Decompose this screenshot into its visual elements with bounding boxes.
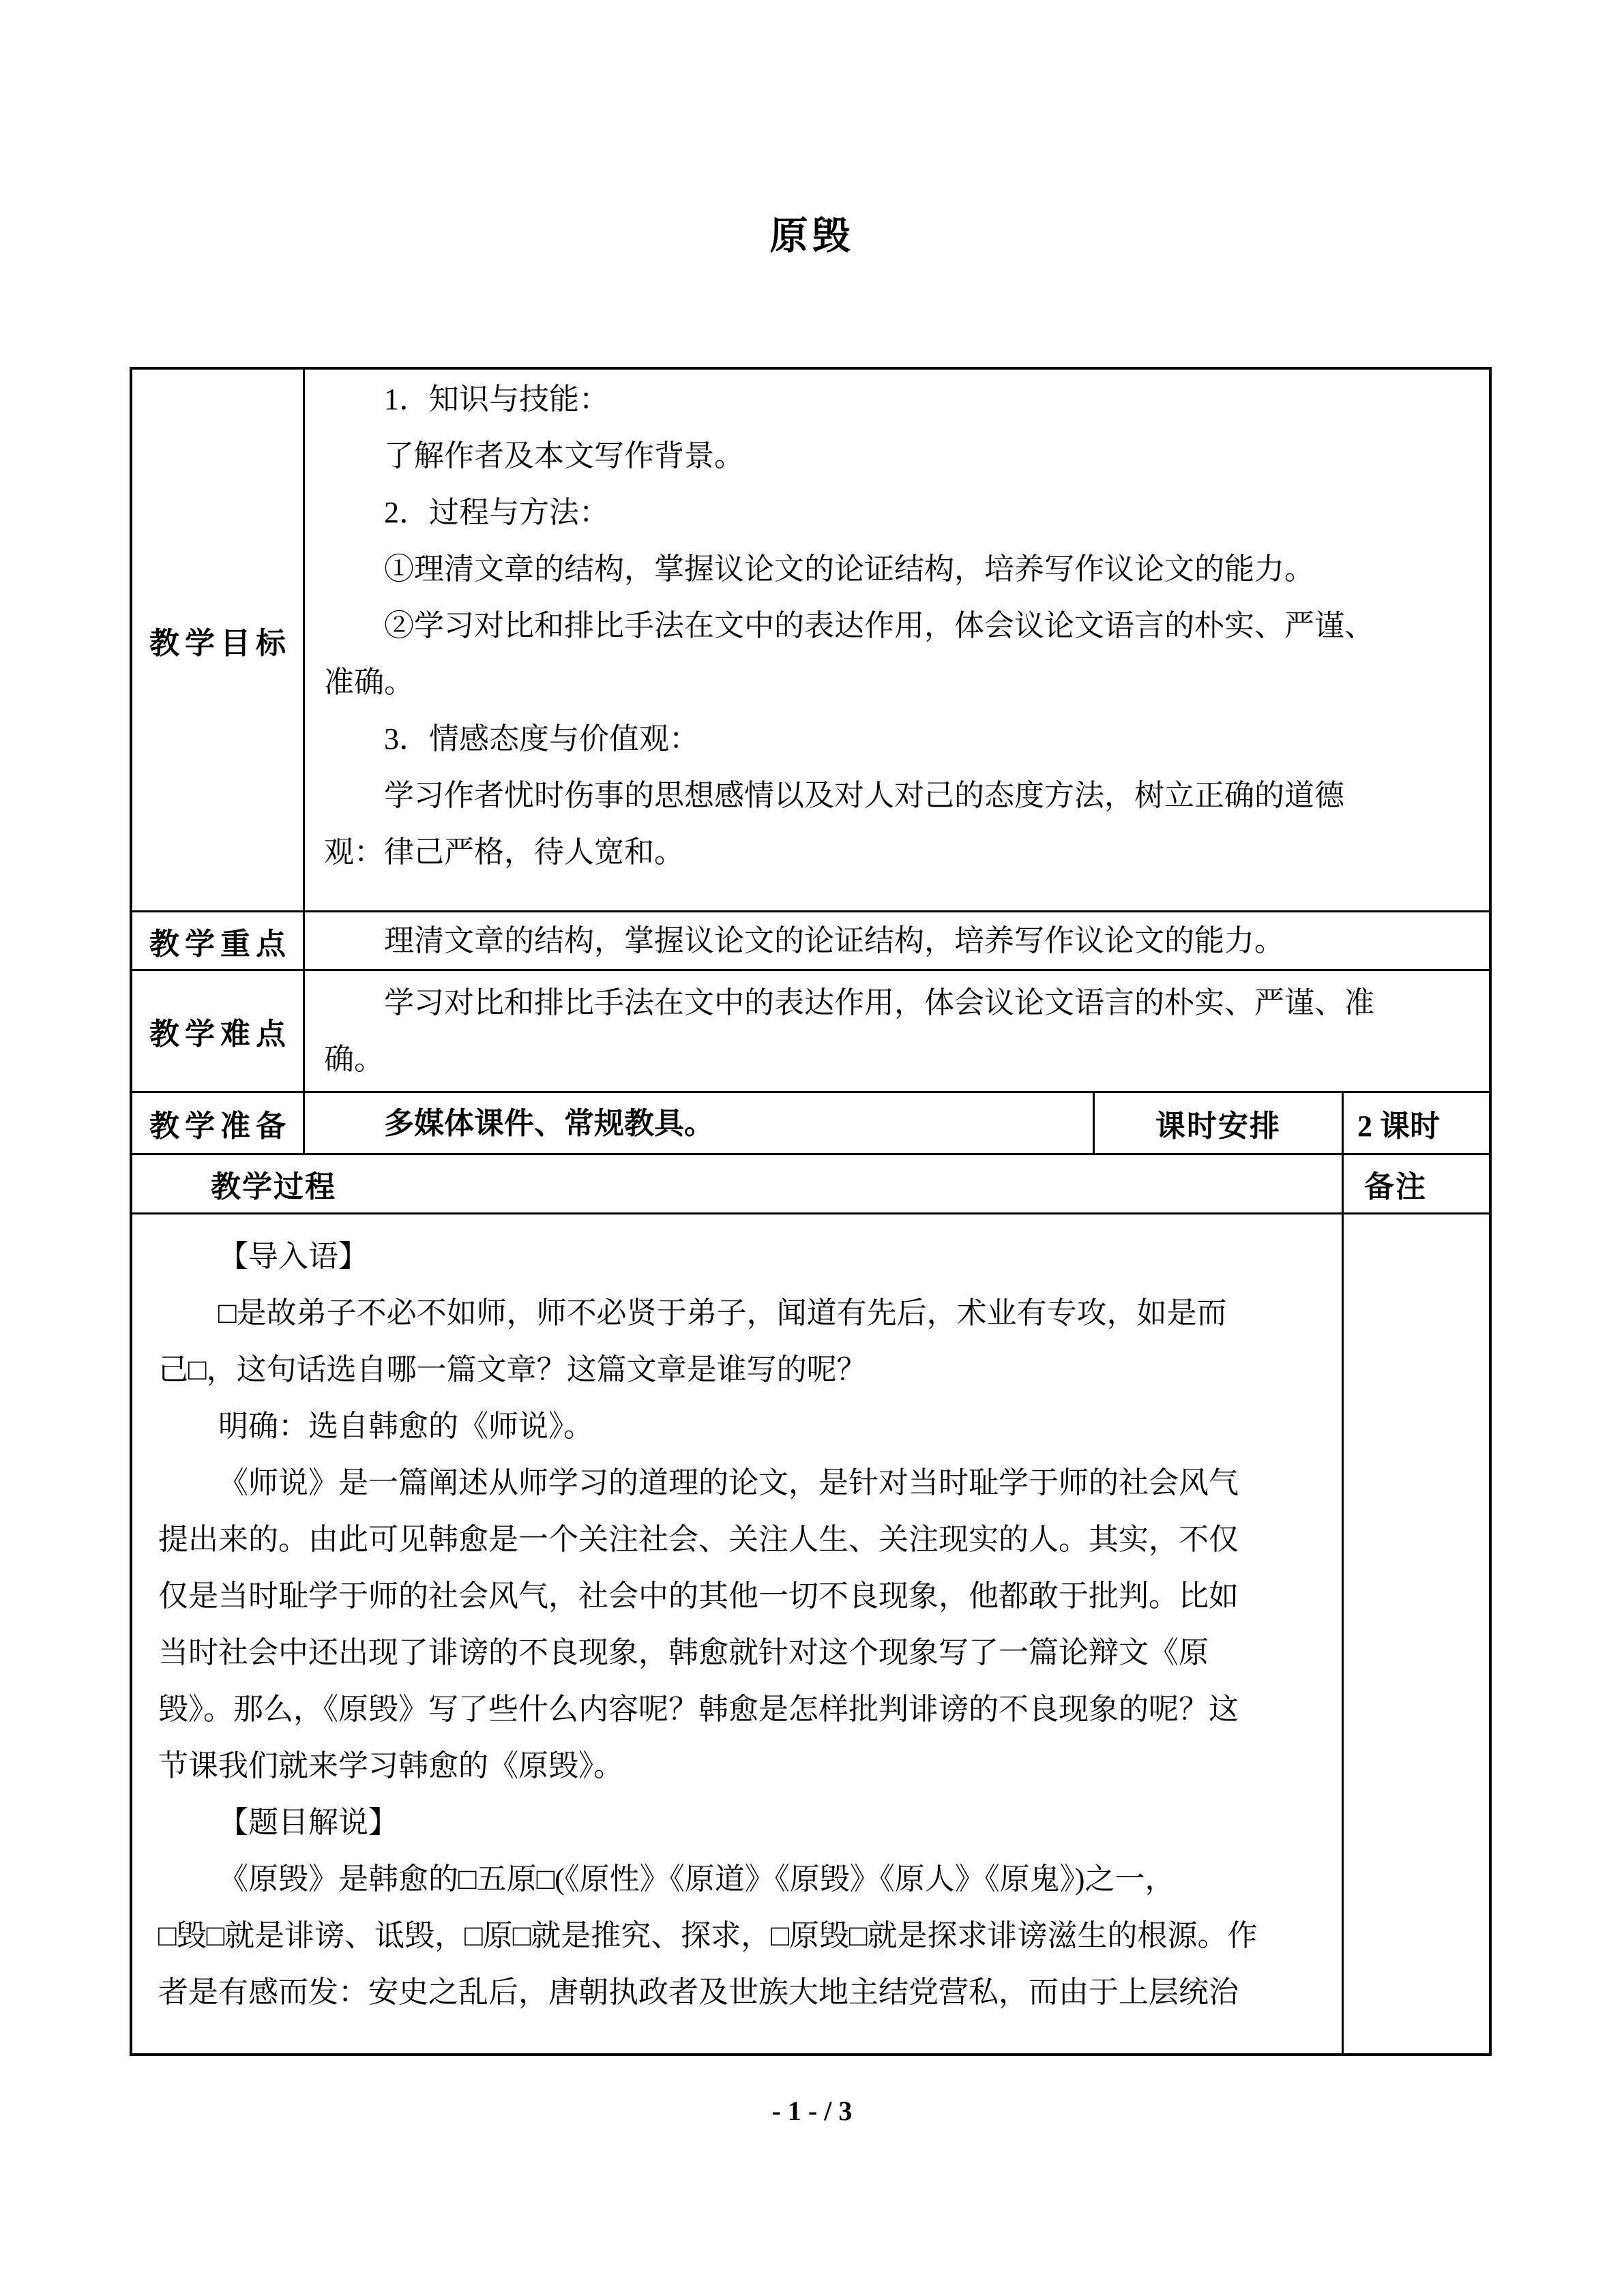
difficulties-content-cell [305, 971, 1489, 1091]
text-line: 3．情感态度与价值观： [384, 722, 699, 756]
text-line: □毁□就是诽谤、诋毁，□原□就是推究、探求，□原毁□就是探求诽谤滋生的根源。作 [158, 1919, 1258, 1952]
text-line: 毁》。那么，《原毁》写了些什么内容呢？韩愈是怎样批判诽谤的不良现象的呢？这 [158, 1693, 1239, 1726]
text-line: 仅是当时耻学于师的社会风气，社会中的其他一切不良现象，他都敢于批判。比如 [158, 1579, 1239, 1613]
text-line: 了解作者及本文写作背景。 [384, 439, 744, 473]
text-line: 者是有感而发：安史之乱后，唐朝执政者及世族大地主结党营私，而由于上层统治 [158, 1976, 1239, 2009]
schedule-label-cell: 课时安排 [1095, 1093, 1342, 1153]
text-line: 学习作者忧时伤事的思想感情以及对人对己的态度方法，树立正确的道德 [384, 779, 1344, 812]
objectives-label-cell: 教学目标 [132, 370, 303, 910]
text-line: □是故弟子不必不如师，师不必贤于弟子，闻道有先后，术业有专攻，如是而 [218, 1296, 1227, 1330]
text-line: 准确。 [324, 666, 414, 699]
difficulties-label-cell: 教学难点 [132, 971, 303, 1091]
text-line: 理清文章的结构，掌握议论文的论证结构，培养写作议论文的能力。 [384, 924, 1284, 957]
text-line: ①理清文章的结构，掌握议论文的论证结构，培养写作议论文的能力。 [384, 552, 1314, 586]
text-line: 提出来的。由此可见韩愈是一个关注社会、关注人生、关注现实的人。其实，不仅 [158, 1523, 1239, 1556]
text-line: ②学习对比和排比手法在文中的表达作用，体会议论文语言的朴实、严谨、 [384, 609, 1374, 642]
preparation-content-text: 多媒体课件、常规教具。 [384, 1106, 714, 1140]
text-line: 确。 [324, 1043, 384, 1076]
text-line: 【导入语】 [218, 1240, 368, 1273]
text-line: 节课我们就来学习韩愈的《原毁》。 [158, 1749, 623, 1783]
objectives-content-cell [305, 370, 1489, 910]
text-line: 1．知识与技能： [384, 383, 609, 416]
process-header-cell: 教学过程 [132, 1155, 1342, 1212]
text-line: 己□，这句话选自哪一篇文章？这篇文章是谁写的呢？ [158, 1353, 867, 1386]
footer-page-number: - 1 - / 3 [771, 2096, 853, 2126]
key-points-content-cell [305, 912, 1489, 969]
text-line: 《师说》是一篇阐述从师学习的道理的论文，是针对当时耻学于师的社会风气 [218, 1466, 1239, 1500]
key-points-label-cell: 教学重点 [132, 912, 303, 969]
page-title: 原毁 [769, 215, 855, 258]
remarks-header-cell: 备注 [1344, 1155, 1489, 1212]
text-line: 观：律己严格，待人宽和。 [324, 835, 684, 869]
text-line: 当时社会中还出现了诽谤的不良现象，韩愈就针对这个现象写了一篇论辩文《原 [158, 1636, 1209, 1669]
text-line: 明确：选自韩愈的《师说》。 [218, 1410, 593, 1443]
text-line: 2．过程与方法： [384, 496, 609, 529]
schedule-value-cell: 2 课时 [1344, 1093, 1489, 1153]
preparation-content-cell [305, 1093, 1093, 1153]
text-line: 学习对比和排比手法在文中的表达作用，体会议论文语言的朴实、严谨、准 [384, 986, 1374, 1019]
lesson-plan-table [130, 367, 1492, 2056]
remarks-content-cell [1344, 1214, 1489, 2053]
text-line: 【题目解说】 [218, 1806, 398, 1839]
preparation-label-cell: 教学准备 [132, 1093, 303, 1153]
text-line: 《原毁》是韩愈的□五原□(《原性》《原道》《原毁》《原人》《原鬼》)之一， [218, 1862, 1175, 1896]
process-content-cell [132, 1214, 1342, 2053]
